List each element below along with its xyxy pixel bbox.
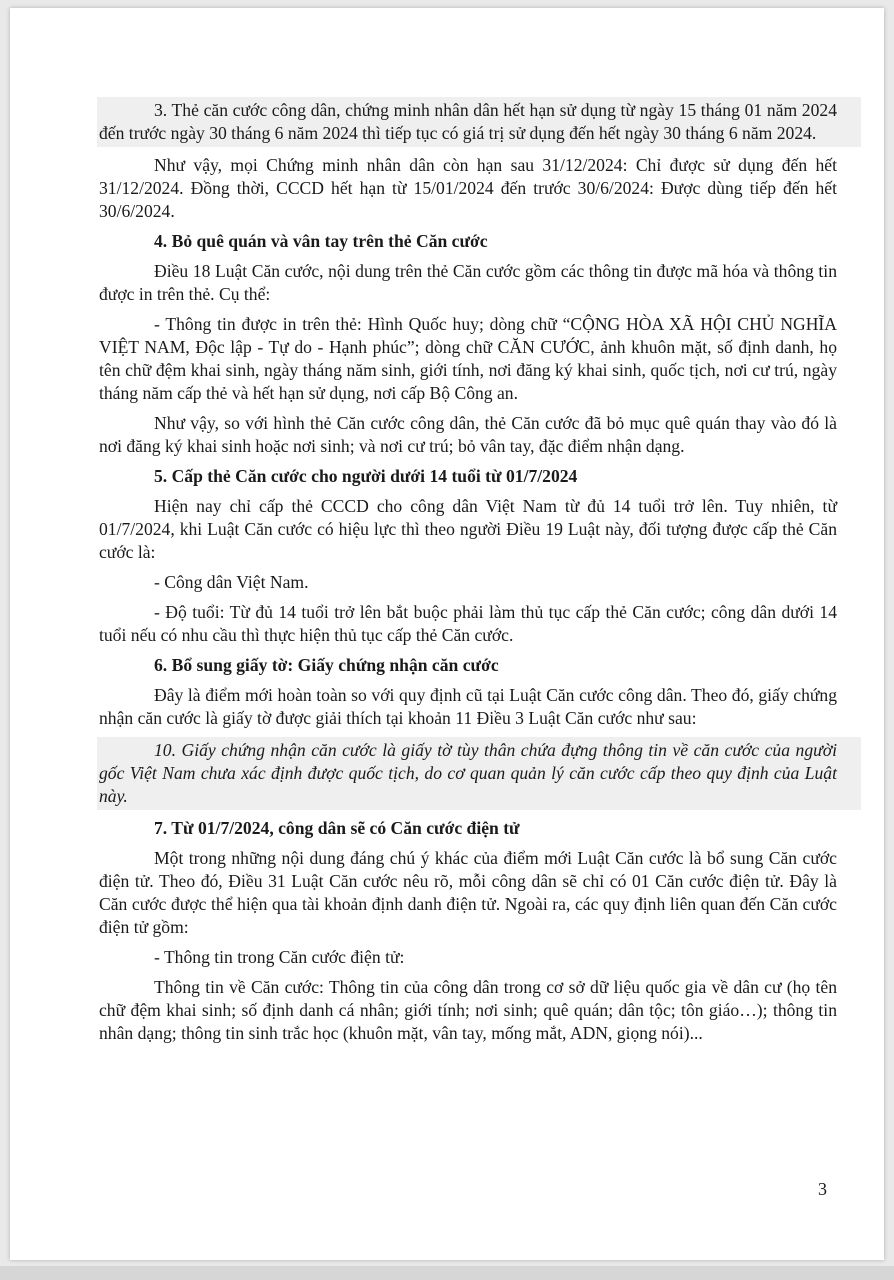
quote-clause-10: 10. Giấy chứng nhận căn cước là giấy tờ tùy thân chứa đựng thông tin về căn cước của người gốc Việt Nam chưa xác định được quốc tịch, do cơ quan quản lý căn cước cấp theo quy định của Luật này. bbox=[97, 737, 861, 810]
paragraph-issuance-age: Hiện nay chỉ cấp thẻ CCCD cho công dân Việt Nam từ đủ 14 tuổi trở lên. Tuy nhiên, từ 01/7/2024, khi Luật Căn cước có hiệu lực thì theo người Điều 19 Luật này, đối tượng được cấp thẻ Căn cước là: bbox=[99, 496, 837, 562]
heading-section-7: 7. Từ 01/7/2024, công dân sẽ có Căn cước điện tử bbox=[154, 818, 520, 838]
next-page-edge bbox=[0, 1266, 894, 1280]
paragraph-summary-validity: Như vậy, mọi Chứng minh nhân dân còn hạn sau 31/12/2024: Chỉ được sử dụng đến hết 31/12/2024. Đồng thời, CCCD hết hạn từ 15/01/2024 đến trước 30/6/2024: Được dùng tiếp đến hết 30/6/2024. bbox=[99, 155, 837, 221]
heading-section-4: 4. Bỏ quê quán và vân tay trên thẻ Căn cước bbox=[154, 231, 488, 251]
paragraph-printed-info: - Thông tin được in trên thẻ: Hình Quốc huy; dòng chữ “CỘNG HÒA XÃ HỘI CHỦ NGHĨA VIỆT NAM, Độc lập - Tự do - Hạnh phúc”; dòng chữ CĂN CƯỚC, ảnh khuôn mặt, số định danh, họ tên chữ đệm khai sinh, ngày tháng năm sinh, giới tính, nơi đăng ký khai sinh, quốc tịch, nơi cư trú, ngày tháng năm cấp thẻ và hết hạn sử dụng, nơi cấp Bộ Công an. bbox=[99, 314, 837, 403]
paragraph-electronic-info: - Thông tin trong Căn cước điện tử: bbox=[154, 947, 405, 967]
document-body bbox=[99, 97, 837, 1052]
paragraph-electronic-id: Một trong những nội dung đáng chú ý khác của điểm mới Luật Căn cước là bổ sung Căn cước điện tử. Theo đó, Điều 31 Luật Căn cước nêu rõ, mỗi công dân sẽ chỉ có 01 Căn cước điện tử. Đây là Căn cước được thể hiện qua tài khoản định danh điện tử. Ngoài ra, các quy định liên quan đến Căn cước điện tử gồm: bbox=[99, 848, 837, 937]
paragraph-clause-3: 3. Thẻ căn cước công dân, chứng minh nhân dân hết hạn sử dụng từ ngày 15 tháng 01 năm 2024 đến trước ngày 30 tháng 6 năm 2024 thì tiếp tục có giá trị sử dụng đến hết ngày 30 tháng 6 năm 2024. bbox=[97, 97, 861, 147]
page-number: 3 bbox=[818, 1179, 827, 1199]
document-page bbox=[10, 8, 884, 1260]
paragraph-age-rule: - Độ tuổi: Từ đủ 14 tuổi trở lên bắt buộc phải làm thủ tục cấp thẻ Căn cước; công dân dưới 14 tuổi nếu có nhu cầu thì thực hiện thủ tục cấp thẻ Căn cước. bbox=[99, 602, 837, 645]
heading-section-6: 6. Bổ sung giấy tờ: Giấy chứng nhận căn cước bbox=[154, 655, 499, 675]
paragraph-identity-info: Thông tin về Căn cước: Thông tin của công dân trong cơ sở dữ liệu quốc gia về dân cư (họ tên chữ đệm khai sinh; số định danh cá nhân; giới tính; nơi sinh; quê quán; dân tộc; tôn giáo…); thông tin nhân dạng; thông tin sinh trắc học (khuôn mặt, vân tay, mống mắt, ADN, giọng nói)... bbox=[99, 977, 837, 1043]
paragraph-new-document: Đây là điểm mới hoàn toàn so với quy định cũ tại Luật Căn cước công dân. Theo đó, giấy chứng nhận căn cước là giấy tờ được giải thích tại khoản 11 Điều 3 Luật Căn cước như sau: bbox=[99, 685, 837, 728]
paragraph-article-18: Điều 18 Luật Căn cước, nội dung trên thẻ Căn cước gồm các thông tin được mã hóa và thông tin được in trên thẻ. Cụ thể: bbox=[99, 261, 837, 304]
paragraph-citizen: - Công dân Việt Nam. bbox=[154, 572, 309, 592]
paragraph-comparison: Như vậy, so với hình thẻ Căn cước công dân, thẻ Căn cước đã bỏ mục quê quán thay vào đó là nơi đăng ký khai sinh hoặc nơi sinh; và nơi cư trú; bỏ vân tay, đặc điểm nhận dạng. bbox=[99, 413, 837, 456]
heading-section-5: 5. Cấp thẻ Căn cước cho người dưới 14 tuổi từ 01/7/2024 bbox=[154, 466, 578, 486]
